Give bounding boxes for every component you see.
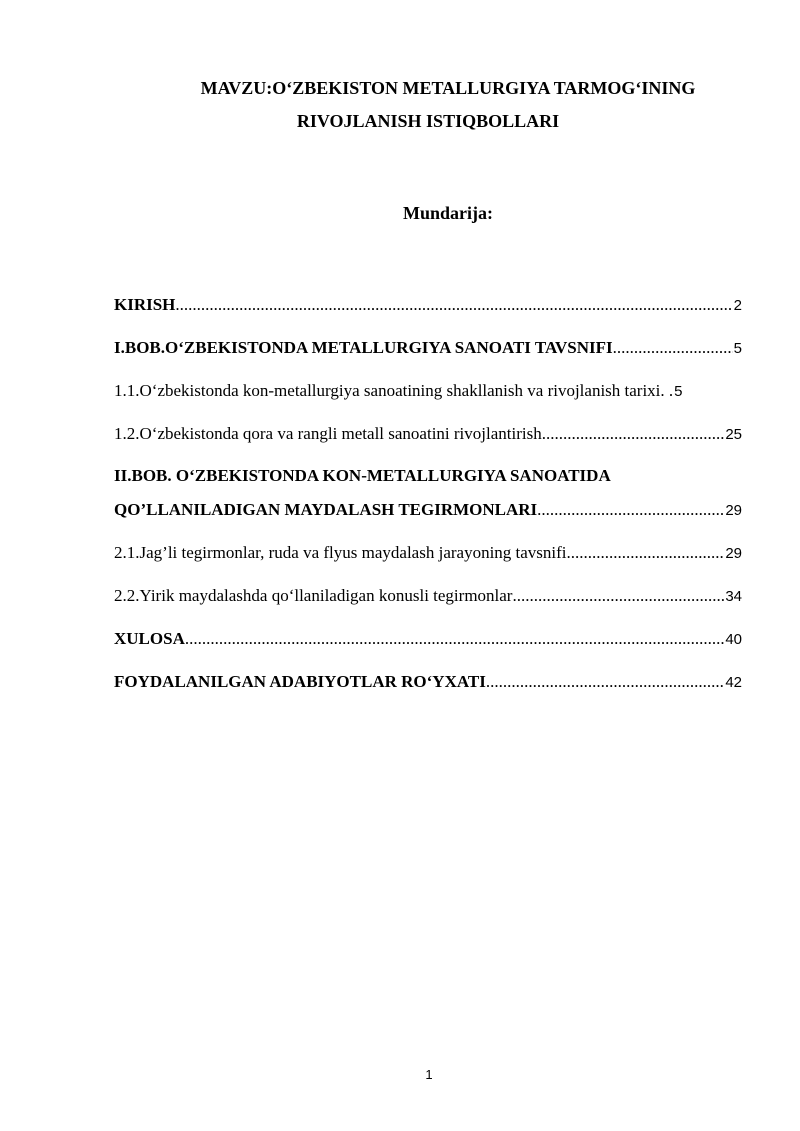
toc-entry-section-1-2 (114, 423, 742, 446)
toc-entry-label: KIRISH (114, 295, 176, 314)
toc-entry-label: 1.1.O‘zbekistonda kon-metallurgiya sanoatining shakllanish va rivojlanish tarixi. . (114, 381, 674, 400)
toc-entry-xulosa (114, 628, 742, 651)
toc-entry-chapter-1 (114, 337, 742, 360)
toc-entry-label-line-1: II.BOB. O‘ZBEKISTONDA KON-METALLURGIYA SANOATIDA (114, 466, 611, 485)
toc-entry-section-2-2 (114, 585, 742, 608)
toc-entry-page: 25 (725, 426, 742, 443)
toc-heading: Mundarija: (403, 203, 493, 223)
toc-entry-bibliography (114, 671, 742, 694)
toc-entry-kirish (114, 294, 742, 317)
toc-dot-leader (613, 337, 733, 359)
toc-entry-label: QO’LLANILADIGAN MAYDALASH TEGIRMONLARI (114, 500, 538, 519)
toc-entry-label: 2.2.Yirik maydalashda qo‘llaniladigan konusli tegirmonlar (114, 586, 513, 605)
toc-entry-line-2 (114, 499, 742, 522)
toc-entry-page: 29 (725, 502, 742, 519)
toc-dot-leader (512, 585, 724, 607)
page-number: 1 (425, 1067, 433, 1082)
toc-entry-section-2-1 (114, 542, 742, 565)
toc-entry-chapter-2 (114, 465, 742, 522)
toc-entry-page: 34 (725, 588, 742, 605)
toc-entry-page: 42 (725, 674, 742, 691)
toc-entry-label: I.BOB.O‘ZBEKISTONDA METALLURGIYA SANOATI TAVSNIFI (114, 338, 613, 357)
toc-dot-leader (567, 542, 725, 564)
toc-dot-leader (175, 294, 732, 316)
document-title-line-2: RIVOJLANISH ISTIQBOLLARI (296, 111, 560, 131)
toc-entry-page: 5 (674, 383, 683, 400)
toc-entry-label: FOYDALANILGAN ADABIYOTLAR RO‘YXATI (114, 672, 486, 691)
toc-entry-page: 5 (733, 340, 742, 357)
toc-entry-section-1-1 (114, 380, 742, 403)
toc-dot-leader (537, 499, 724, 521)
toc-entry-page: 2 (733, 297, 742, 314)
toc-entry-label: 1.2.O‘zbekistonda qora va rangli metall sanoatini rivojlantirish (114, 424, 542, 443)
toc-entry-page: 40 (725, 631, 742, 648)
toc-dot-leader (185, 628, 724, 650)
document-title-line-1: MAVZU:O‘ZBEKISTON METALLURGIYA TARMOG‘INING (200, 78, 696, 98)
toc-entry-page: 29 (725, 545, 742, 562)
toc-dot-leader (542, 423, 725, 445)
table-of-contents (114, 294, 742, 694)
toc-entry-label: XULOSA (114, 629, 185, 648)
toc-dot-leader (486, 671, 724, 693)
toc-entry-label: 2.1.Jag’li tegirmonlar, ruda va flyus maydalash jarayoning tavsnifi (114, 543, 567, 562)
